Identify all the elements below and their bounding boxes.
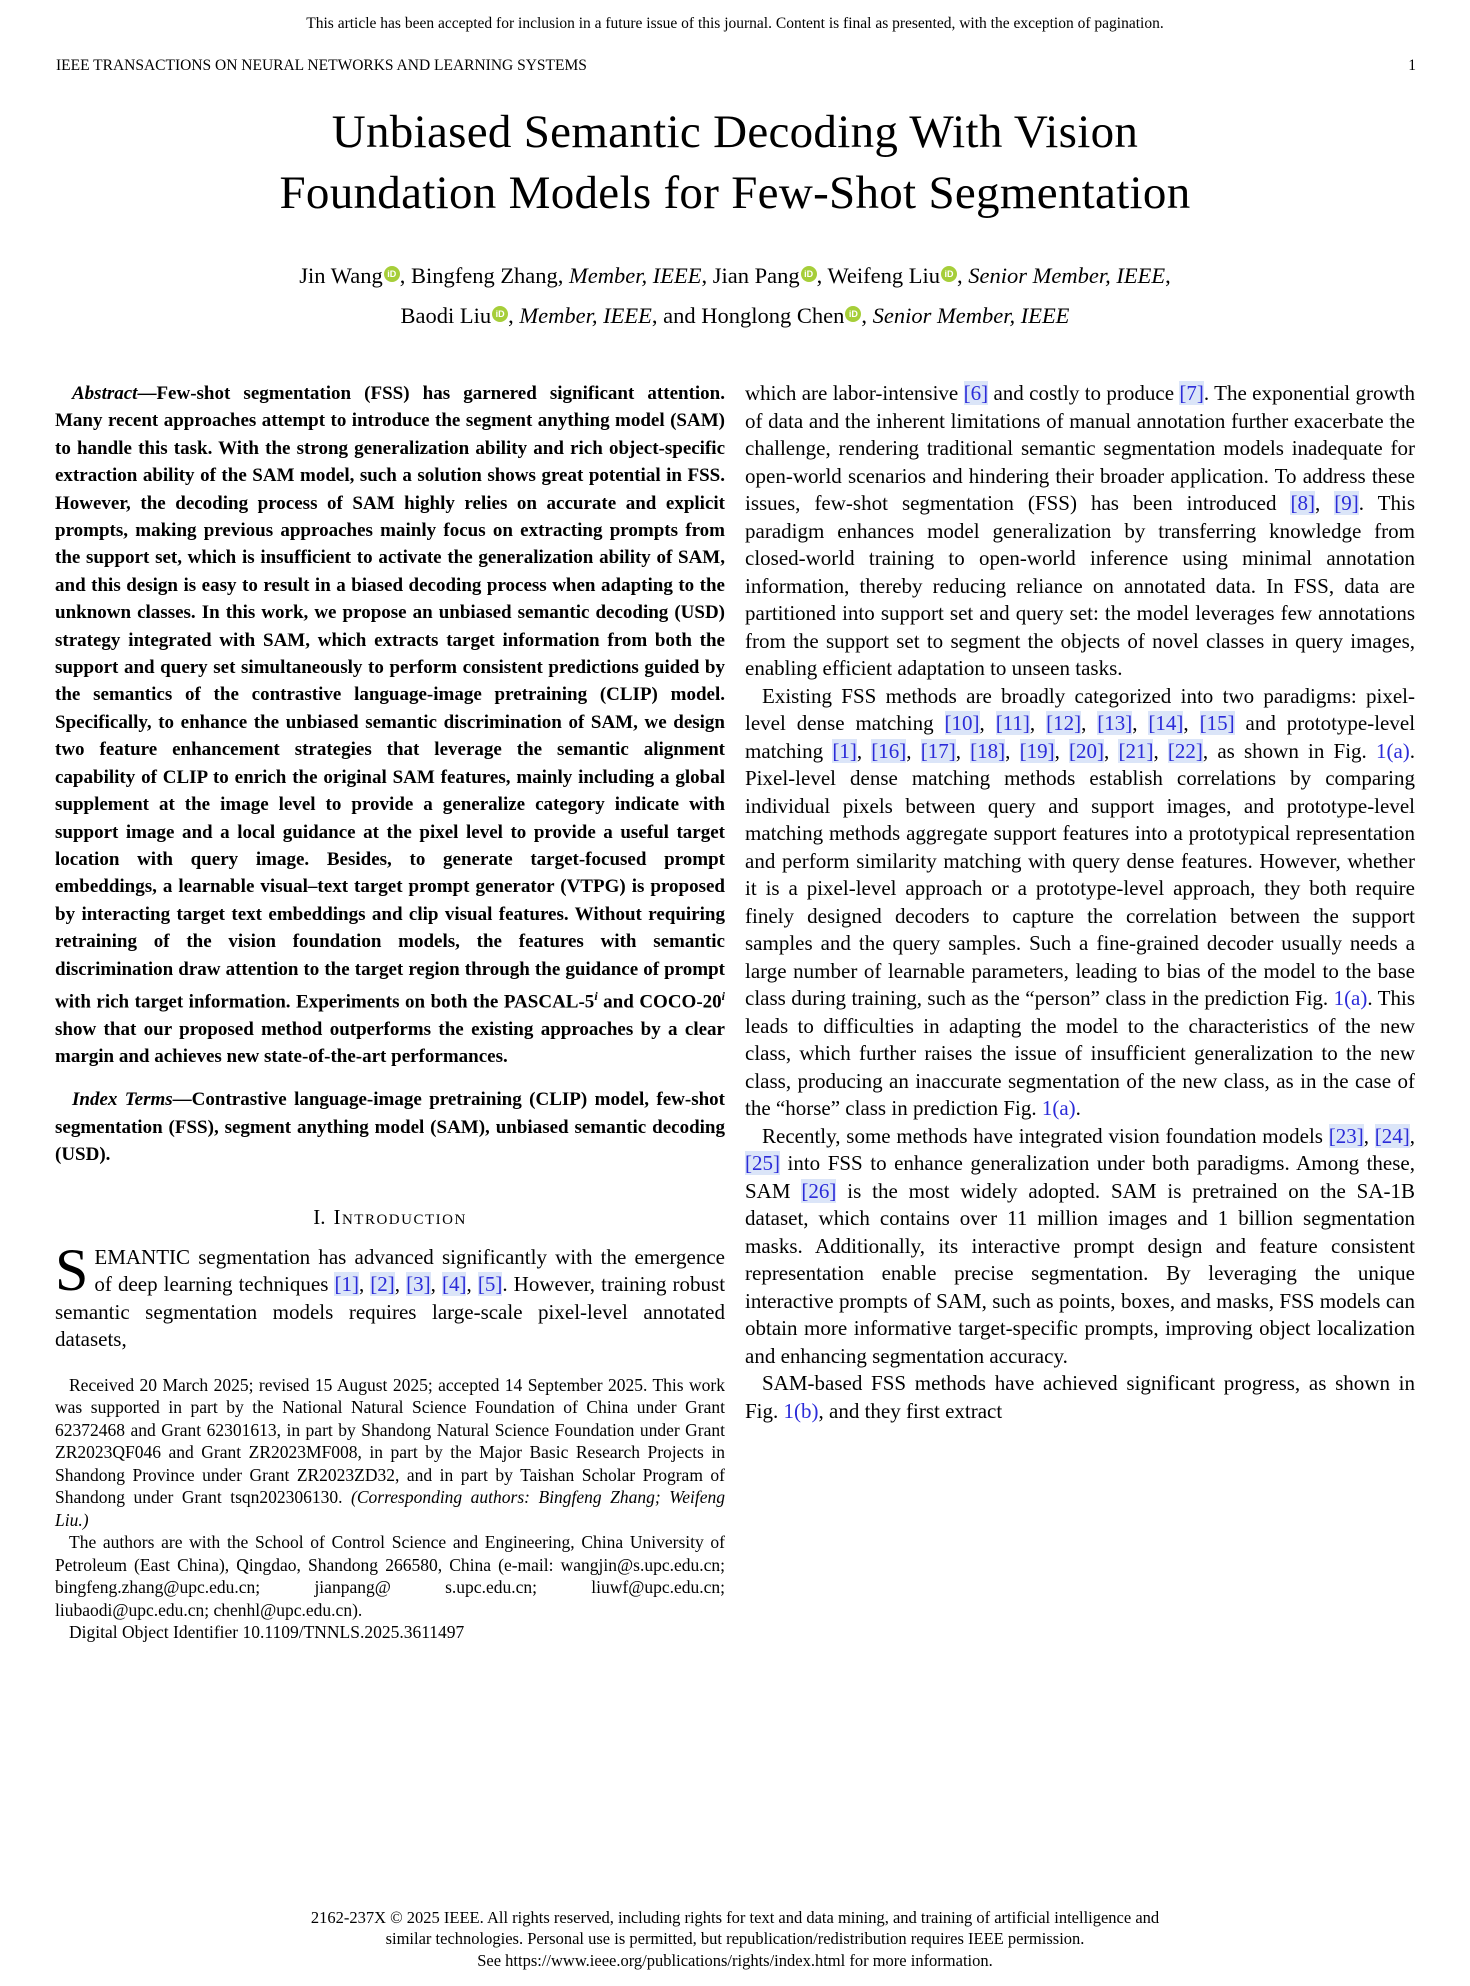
citation-link[interactable]: [18] xyxy=(970,738,1006,763)
citation-link[interactable]: [13] xyxy=(1097,711,1133,735)
citation-link[interactable]: [2] xyxy=(370,1272,395,1297)
citation-link[interactable]: [21] xyxy=(1118,738,1154,763)
intro-paragraph-1: SEMANTIC segmentation has advanced significantly with the emergence of deep learning techniques [1], [2], [3], [4], [5]. However, training robust semantic segmentation models requires large-scale pixel-level annotated datasets, xyxy=(55,1236,726,1352)
citation-link[interactable]: [8] xyxy=(1290,491,1315,515)
intro-paragraph-3: Recently, some methods have integrated vision foundation models [23], [24], [25] into FSS to enhance generalization under both paradigms. Among these, SAM [26] is the most widely adopted. SAM is pretrained on the SA-1B dataset, which contains over 11 million images and 1 billion segmentation masks. Additionally, its interactive prompt design and feature consistent representation enable precise segmentation. By leveraging the unique interactive prompts of SAM, such as points, boxes, and masks, FSS models can obtain more informative target-specific prompts, improving object localization and enhancing segmentation accuracy. xyxy=(745,1123,1415,1368)
citation-link[interactable]: [3] xyxy=(406,1272,431,1297)
section-heading-introduction xyxy=(55,1205,725,1230)
footnote-doi: Digital Object Identifier 10.1109/TNNLS.2025.3611497 xyxy=(69,1622,465,1643)
citation-link[interactable]: [22] xyxy=(1167,738,1203,763)
citation-link[interactable]: [4] xyxy=(441,1272,467,1297)
journal-name: IEEE TRANSACTIONS ON NEURAL NETWORKS AND LEARNING SYSTEMS xyxy=(56,57,587,74)
citation-link[interactable]: [17] xyxy=(920,738,956,763)
orcid-icon[interactable]: iD xyxy=(845,306,861,322)
copyright-line-1: 2162-237X © 2025 IEEE. All rights reserved, including rights for text and data mining, and training of artificial intelligence and xyxy=(310,1907,1160,1927)
citation-link[interactable]: [24] xyxy=(1374,1123,1410,1148)
copyright-line-3: See https://www.ieee.org/publications/rights/index.html for more information. xyxy=(477,1950,993,1970)
running-head xyxy=(56,57,1416,75)
citation-link[interactable]: [10] xyxy=(944,711,980,735)
intro-paragraph-4: SAM-based FSS methods have achieved significant progress, as shown in Fig. 1(b), and they first extract xyxy=(745,1371,1415,1423)
acceptance-notice: This article has been accepted for inclusion in a future issue of this journal. Content is final as presented, with the exception of pagination. xyxy=(306,15,1164,32)
citation-link[interactable]: [9] xyxy=(1334,491,1359,515)
paper-title xyxy=(0,0,1470,224)
citation-link[interactable]: [20] xyxy=(1069,738,1105,763)
citation-link[interactable]: [15] xyxy=(1199,711,1235,735)
author-line-2: Baodi Liu iD , Member, IEEE, and Honglong Chen iD , Senior Member, IEEE xyxy=(400,303,1070,328)
citation-link[interactable]: [1] xyxy=(832,738,857,763)
paper-title-line2: Foundation Models for Few-Shot Segmentation xyxy=(279,167,1191,219)
citation-link[interactable]: [11] xyxy=(995,711,1030,735)
citation-link[interactable]: [6] xyxy=(963,381,989,405)
figure-ref-link[interactable]: 1(a) xyxy=(1041,1096,1076,1120)
figure-ref-link[interactable]: 1(a) xyxy=(1333,986,1368,1010)
drop-cap: S xyxy=(55,1236,89,1303)
orcid-icon[interactable]: iD xyxy=(492,306,508,322)
first-page-footnote xyxy=(55,1374,725,1644)
copyright-notice xyxy=(0,1907,1470,1972)
citation-link[interactable]: [23] xyxy=(1328,1123,1364,1148)
section-title: Introduction xyxy=(333,1204,467,1229)
copyright-line-2: similar technologies. Personal use is permitted, but republication/redistribution requires IEEE permission. xyxy=(385,1929,1085,1948)
citation-link[interactable]: [7] xyxy=(1179,381,1204,405)
page-number: 1 xyxy=(1408,57,1416,74)
left-column xyxy=(55,380,725,1644)
intro-paragraph-1-continued: which are labor-intensive [6] and costly to produce [7]. The exponential growth of data and the inherent limitations of manual annotation further exacerbate the challenge, rendering traditional semantic segmentation models inadequate for open-world scenarios and hindering their broader application. To address these issues, few-shot segmentation (FSS) has been introduced [8], [9]. This paradigm enhances model generalization by transferring knowledge from closed-world training to open-world inference using minimal annotation information, thereby reducing reliance on annotated data. In FSS, data are partitioned into support set and query set: the model leverages few annotations from the support set to segment the objects of novel classes in query images, enabling efficient adaptation to unseen tasks. xyxy=(745,381,1416,680)
citation-link[interactable]: [16] xyxy=(871,738,907,763)
footnote-affiliation: The authors are with the School of Control Science and Engineering, China University of Petroleum (East China), Qingdao, Shandong 266580, China (e-mail: wangjin@s.upc.edu.cn; bingfeng.zhang@upc.edu.cn; jianpang@ s.upc.edu.cn; liuwf@upc.edu.cn; liubaodi@upc.edu.cn; chenhl@upc.edu.cn). xyxy=(55,1532,725,1620)
citation-link[interactable]: [12] xyxy=(1046,711,1082,735)
citation-link[interactable]: [19] xyxy=(1019,738,1055,763)
two-column-body xyxy=(0,380,1470,1644)
author-line-1: Jin Wang iD , Bingfeng Zhang, Member, IEEE, Jian Pang iD , Weifeng Liu iD , Senior Member, IEEE, xyxy=(299,263,1171,288)
citation-link[interactable]: [26] xyxy=(801,1178,837,1203)
paper-title-line1: Unbiased Semantic Decoding With Vision xyxy=(331,106,1139,158)
orcid-icon[interactable]: iD xyxy=(941,266,957,282)
orcid-icon[interactable]: iD xyxy=(384,266,400,282)
section-number: I. xyxy=(313,1204,326,1229)
author-list xyxy=(0,256,1470,336)
citation-link[interactable]: [1] xyxy=(334,1272,359,1297)
citation-link[interactable]: [25] xyxy=(745,1151,780,1175)
right-column xyxy=(745,380,1415,1644)
citation-link[interactable]: [5] xyxy=(477,1272,503,1297)
intro-paragraph-2: Existing FSS methods are broadly categorized into two paradigms: pixel-level dense matching [10], [11], [12], [13], [14], [15] and prototype-level matching [1], [16], [17], [18], [19], [20], [21], [22], as shown in Fig. 1(a). Pixel-level dense matching methods establish correlations by comparing individual pixels between query and support images, and prototype-level matching methods aggregate support features into a prototypical representation and perform similarity matching with query dense features. However, whether it is a pixel-level approach or a prototype-level approach, they both require finely designed decoders to capture the correlation between the support samples and the query samples. Such a fine-grained decoder usually needs a large number of learnable parameters, leading to bias of the model to the base class during training, such as the “person” class in the prediction Fig. 1(a). This leads to difficulties in adapting the model to the characteristics of the new class, which further raises the issue of insufficient generalization to the new class, producing an inaccurate segmentation of the new class, as in the case of the “horse” class in prediction Fig. 1(a). xyxy=(745,683,1416,1120)
index-terms: Index Terms—Contrastive language-image pretraining (CLIP) model, few-shot segmentation (FSS), segment anything model (SAM), unbiased semantic decoding (USD). xyxy=(55,1089,725,1166)
orcid-icon[interactable]: iD xyxy=(801,266,817,282)
footnote-funding: Received 20 March 2025; revised 15 August 2025; accepted 14 September 2025. This work was supported in part by the National Natural Science Foundation of China under Grant 62372468 and Grant 62301613, in part by Shandong Natural Science Foundation under Grant ZR2023QF046 and Grant ZR2023MF008, in part by the Major Basic Research Projects in Shandong Province under Grant ZR2023ZD32, and in part by Taishan Scholar Program of Shandong under Grant tsqn202306130. (Corresponding authors: Bingfeng Zhang; Weifeng Liu.) xyxy=(55,1374,725,1530)
figure-ref-link[interactable]: 1(b) xyxy=(783,1398,819,1423)
abstract: Abstract—Few-shot segmentation (FSS) has garnered significant attention. Many recent approaches attempt to introduce the segment anything model (SAM) to handle this task. With the strong generalization ability and rich object-specific extraction ability of the SAM model, such a solution shows great potential in FSS. However, the decoding process of SAM highly relies on accurate and explicit prompts, making previous approaches mainly focus on extracting prompts from the support set, which is insufficient to activate the generalization ability of SAM, and this design is easy to result in a biased decoding process when adapting to the unknown classes. In this work, we propose an unbiased semantic decoding (USD) strategy integrated with SAM, which extracts target information from both the support and query set simultaneously to perform consistent predictions guided by the semantics of the contrastive language-image pretraining (CLIP) model. Specifically, to enhance the unbiased semantic discrimination of SAM, we design two feature enhancement strategies that leverage the semantic alignment capability of CLIP to enrich the original SAM features, mainly including a global supplement at the image level to provide a generalize category indicate with support image and a local guidance at the pixel level to provide a useful target location with query image. Besides, to generate target-focused prompt embeddings, a learnable visual–text target prompt generator (VTPG) is proposed by interacting target text embeddings and clip visual features. Without requiring retraining of the vision foundation models, the features with semantic discrimination draw attention to the target region through the guidance of prompt with rich target information. Experiments on both the PASCAL-5$^i$ and COCO-20$^i$ show that our proposed method outperforms the existing approaches by a clear margin and achieves new state-of-the-art performances. xyxy=(55,383,725,1068)
citation-link[interactable]: [14] xyxy=(1148,711,1184,735)
figure-ref-link[interactable]: 1(a) xyxy=(1375,738,1410,763)
